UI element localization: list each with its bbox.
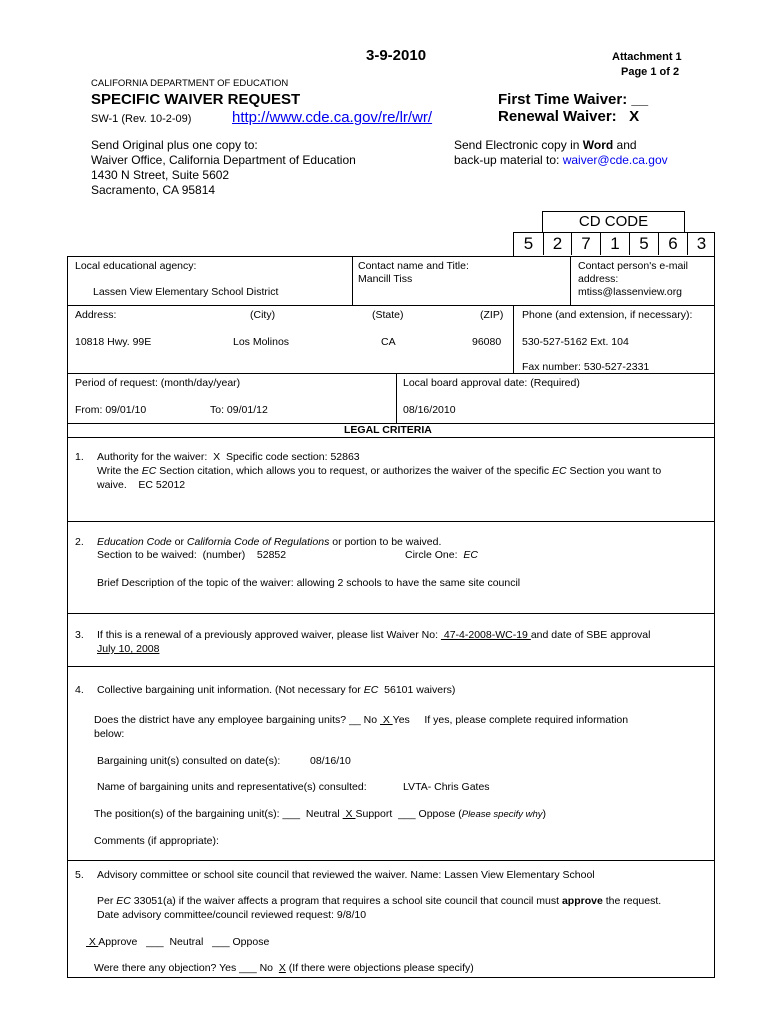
section-4-names-value: LVTA- Chris Gates: [403, 781, 490, 793]
legal-criteria-heading: LEGAL CRITERIA: [344, 424, 432, 436]
department-name: CALIFORNIA DEPARTMENT OF EDUCATION: [91, 78, 289, 89]
state-label: (State): [372, 309, 404, 321]
attachment-label: Attachment 1: [612, 51, 682, 63]
cd-digit: 3: [687, 233, 715, 255]
waiver-email-link[interactable]: waiver@cde.ca.gov: [562, 153, 668, 167]
cd-digit: 5: [629, 233, 658, 255]
section-3-approval-date: July 10, 2008: [97, 643, 160, 655]
fax-value: Fax number: 530-527-2331: [522, 361, 650, 373]
cd-digit: 5: [523, 234, 534, 253]
board-approval-date: 08/16/2010: [403, 404, 456, 416]
section-5-per-ec: Per EC 33051(a) if the waiver affects a program that requires a school site council that council must approve the request.: [97, 895, 662, 907]
email-label-2: address:: [578, 273, 619, 285]
send-original-line1: Send Original plus one copy to:: [91, 138, 258, 152]
period-from: From: 09/01/10: [75, 404, 147, 416]
city-value: Los Molinos: [233, 336, 290, 348]
phone-value: 530-527-5162 Ext. 104: [522, 336, 629, 348]
period-label: Period of request: (month/day/year): [75, 377, 241, 389]
send-original-line3: 1430 N Street, Suite 5602: [91, 168, 230, 182]
cd-code-digits: [513, 232, 715, 256]
contact-value: Mancill Tiss: [358, 273, 413, 285]
cd-digit: 2: [543, 233, 571, 255]
section-4-units-question: Does the district have any employee bargaining units? __ No X Yes If yes, please complete required information: [94, 714, 629, 726]
section-4-consulted-label: Bargaining unit(s) consulted on date(s):: [97, 755, 281, 767]
section-4-consulted-date: 08/16/10: [310, 755, 351, 767]
state-value: CA: [381, 336, 396, 348]
section-3-number: 3.: [75, 629, 84, 641]
send-original-line4: Sacramento, CA 95814: [91, 183, 216, 197]
section-2-circle-one: Circle One: EC: [405, 549, 478, 561]
waiver-url-link[interactable]: http://www.cde.ca.gov/re/lr/wr/: [232, 109, 433, 126]
board-approval-label: Local board approval date: (Required): [403, 377, 580, 389]
section-2-brief: Brief Description of the topic of the waiver: allowing 2 schools to have the same site council: [97, 577, 521, 589]
contact-label: Contact name and Title:: [358, 260, 469, 272]
address-label: Address:: [75, 309, 117, 321]
section-4-names-label: Name of bargaining units and representative(s) consulted:: [97, 781, 367, 793]
email-label-1: Contact person's e-mail: [578, 260, 688, 272]
section-4-below: below:: [94, 728, 125, 740]
section-3-renewal: If this is a renewal of a previously approved waiver, please list Waiver No: 47-4-2008-WC-19 and date of SBE approval: [97, 629, 651, 641]
cd-digit: 1: [600, 233, 629, 255]
period-to: To: 09/01/12: [210, 404, 268, 416]
email-value: mtiss@lassenview.org: [578, 286, 683, 298]
zip-label: (ZIP): [480, 309, 504, 321]
section-1-number: 1.: [75, 451, 84, 463]
section-4-comments: Comments (if appropriate):: [94, 835, 219, 847]
cd-digit: 7: [571, 233, 600, 255]
section-4-number: 4.: [75, 684, 84, 696]
renewal-waiver: Renewal Waiver: X: [498, 108, 640, 125]
phone-label: Phone (and extension, if necessary):: [522, 309, 693, 321]
section-5-review-date: Date advisory committee/council reviewed request: 9/8/10: [97, 909, 367, 921]
section-5-objection: Were there any objection? Yes ___ No X (If there were objections please specify): [94, 962, 474, 974]
cd-digit: 6: [658, 233, 687, 255]
city-label: (City): [250, 309, 276, 321]
section-1-authority: Authority for the waiver: X Specific code section: 52863: [97, 451, 360, 463]
first-time-waiver: First Time Waiver: __: [498, 91, 649, 108]
street-value: 10818 Hwy. 99E: [75, 336, 152, 348]
cd-code-header: [542, 211, 685, 233]
section-5-number: 5.: [75, 869, 84, 881]
send-electronic-line2: back-up material to: waiver@cde.ca.gov: [454, 153, 668, 167]
send-original-line2: Waiver Office, California Department of Education: [91, 153, 356, 167]
form-number: SW-1 (Rev. 10-2-09): [91, 113, 192, 125]
section-5-position: X Approve ___ Neutral ___ Oppose: [86, 936, 270, 948]
cd-code-label: CD CODE: [578, 213, 649, 230]
section-4-heading: Collective bargaining unit information. (Not necessary for EC 56101 waivers): [97, 684, 456, 696]
agency-label: Local educational agency:: [75, 260, 197, 272]
section-1-instructions: Write the EC Section citation, which allows you to request, or authorizes the waiver of the specific EC Section you want to: [97, 465, 662, 477]
agency-value: Lassen View Elementary School District: [93, 286, 279, 298]
section-4-position: The position(s) of the bargaining unit(s): ___ Neutral X Support ___ Oppose (Please specify why): [94, 808, 547, 820]
section-2-section-waived: Section to be waived: (number) 52852: [97, 549, 287, 561]
zip-value: 96080: [472, 336, 502, 348]
send-electronic-line1: Send Electronic copy in Word and: [454, 138, 637, 152]
form-title: SPECIFIC WAIVER REQUEST: [91, 91, 301, 108]
form-date: 3-9-2010: [366, 47, 427, 64]
section-1-waive: waive. EC 52012: [97, 479, 186, 491]
section-5-heading: Advisory committee or school site council that reviewed the waiver. Name: Lassen View Elementary School: [97, 869, 595, 881]
section-2-heading: Education Code or California Code of Regulations or portion to be waived.: [97, 536, 442, 548]
section-2-number: 2.: [75, 536, 84, 548]
page-number: Page 1 of 2: [621, 66, 680, 78]
